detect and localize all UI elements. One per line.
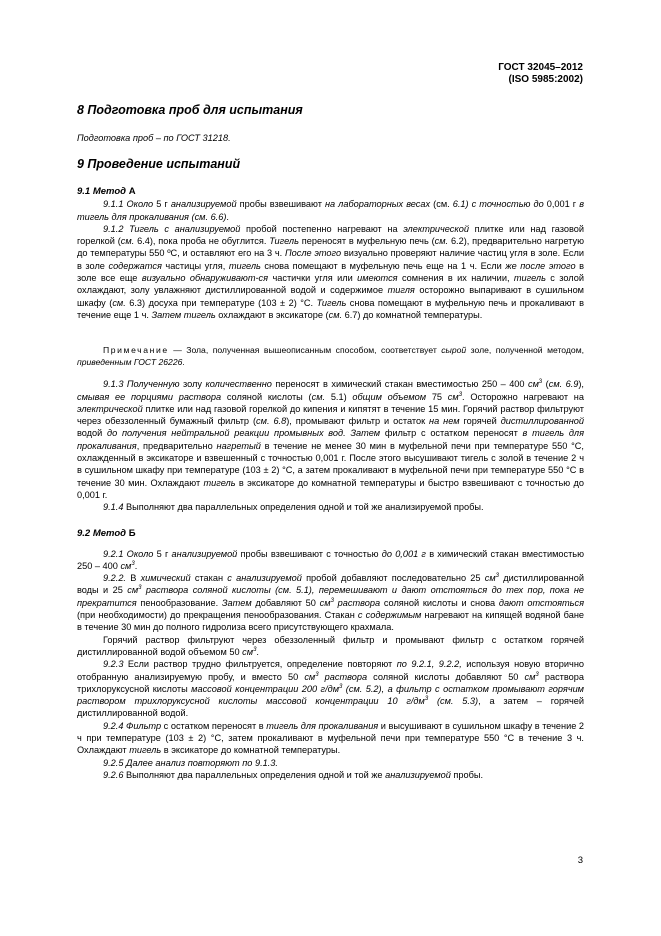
paragraph-9-2-2-filter: Горячий раствор фильтруют через обеззоленный фильтр и промывают фильтр с остатком горячей дистиллированной водой объемом 50 $см^3$. [77,634,584,657]
standard-code: ГОСТ 32045–2012 [498,62,583,73]
paragraph-9-1-1: 9.1.1 Около 5 г анализируемой пробы взвешивают на лабораторных весах (см. 6.1) с точностью до 0,001 г в тигель для прокаливания (см. 6.6). [77,199,584,222]
section-8-title: 8 Подготовка проб для испытания [77,103,303,117]
section-9-title: 9 Проведение испытаний [77,157,241,172]
paragraph-9-2-4: 9.2.4 Фильтр с остатком переносят в тигель для прокаливания и высушивают в сушильном шкафу в течение 2 ч при температуре (103 ± 2) °С, затем прокаливают в муфельной печи при температуре 550 °С в течение 3 ч. Охлаждают тигель в эксикаторе до комнатной температуры. [77,720,584,756]
section-8-text: Подготовка проб – по ГОСТ 31218. [77,133,231,143]
iso-reference: (ISO 5985:2002) [508,74,583,85]
note-paragraph: Примечание — Зола, полученная вышеописанным способом, соответствует сырой золе, полученной методом, приведенным ГОСТ 26226. [77,345,584,367]
subsection-9-1-title: 9.1 Метод А [77,186,136,198]
paragraph-9-1-4: 9.1.4 Выполняют два параллельных определения одной и той же анализируемой пробы. [103,502,484,513]
paragraph-9-2-2: 9.2.2. В химический стакан с анализируемой пробой добавляют последовательно 25 $см^3$ дистиллированной воды и 25 $см^3$ раствора соляной кислоты (см. 5.1), перемешивают и дают отстояться до тех пор, пока не прекратится пенообразование. Затем добавляют 50 $см^3$ раствора соляной кислоты и снова дают отстояться (при необходимости) до прекращения пенообразования. Стакан с содержимым нагревают на кипящей водяной бане в течение 30 мин до полного гидролиза всего присутствующего крахмала. [77,573,584,633]
document-body [77,96,584,781]
paragraph-9-1-2: 9.1.2 Тигель с анализируемой пробой постепенно нагревают на электрической плитке или над газовой горелкой (см. 6.4), пока проба не обуглится. Тигель переносят в муфельную печь (см. 6.2), предварительно нагретую до температуры 550 ºС, и оставляют его на 3 ч. После этого визуально проверяют наличие частиц угля в золе. Если в золе содержатся частицы угля, тигель снова помещают в муфельную печь еще на 1 ч. Если же после этого в золе все еще визуально обнаруживают-ся частички угля или имеются сомнения в их наличии, тигель с золой охлаждают, золу увлажняют дистиллированной водой и содержимое тигля осторожно выпаривают в сушильном шкафу (см. 6.3) досуха при температуре (103 ± 2) °С. Тигель снова помещают в муфельную печь и прокаливают в течение еще 1 ч. Затем тигель охлаждают в эксикаторе (см. 6.7) до комнатной температуры. [77,223,585,320]
paragraph-9-2-6: 9.2.6 Выполняют два параллельных определения одной и той же анализируемой пробы. [103,769,484,780]
document-header [498,62,583,86]
paragraph-9-2-5: 9.2.5 Далее анализ повторяют по 9.1.3. [103,757,278,768]
paragraph-9-2-3: 9.2.3 Если раствор трудно фильтруется, определение повторяют по 9.2.1, 9.2.2, используя новую вторично отобранную анализируемую пробу, и вместо 50 $см^3$ раствора соляной кислоты добавляют 50 $см^3$ раствора трихлоруксусной кислоты массовой концентрации 200 $г/дм^3$ (см. 5.2), а фильтр с остатком промывают горячим раствором трихлоруксусной кислоты массовой концентрации 10 $г/дм^3$ (см. 5.3), а затем – горячей дистиллированной водой. [77,659,584,719]
paragraph-9-2-1: 9.2.1 Около 5 г анализируемой пробы взвешивают с точностью до 0,001 г в химический стакан вместимостью 250 – 400 $см^3$. [77,548,584,571]
paragraph-9-1-3: 9.1.3 Полученную золу количественно переносят в химический стакан вместимостью 250 – 400 $см^3$ (см. 6.9), смывая ее порциями раствора соляной кислоты (см. 5.1) общим объемом 75 $см^3$. Осторожно нагревают на электрической плитке или над газовой горелкой до кипения и кипятят в течение 15 мин. Горячий раствор фильтруют через обеззоленный бумажный фильтр (см. 6.8), промывают фильтр и остаток на нем горячей дистиллированной водой до получения нейтральной реакции промывных вод. Затем фильтр с остатком переносят в тигель для прокаливания, предварительно нагретый в течение не менее 30 мин в муфельной печи при температуре 550 °С, охлажденный в эксикаторе и взвешенный с точностью 0,001 г. После этого высушивают тигель с золой в течение 2 ч в сушильном шкафу при температуре (103 ± 2) °С, а затем прокаливают в муфельной печи при температуре 550 °С в течение 30 мин. Охлаждают тигель в эксикаторе до комнатной температуры и быстро взвешивают с точностью до 0,001 г. [77,379,584,500]
subsection-9-2-title: 9.2 Метод Б [77,527,136,539]
page-number: 3 [577,855,583,866]
